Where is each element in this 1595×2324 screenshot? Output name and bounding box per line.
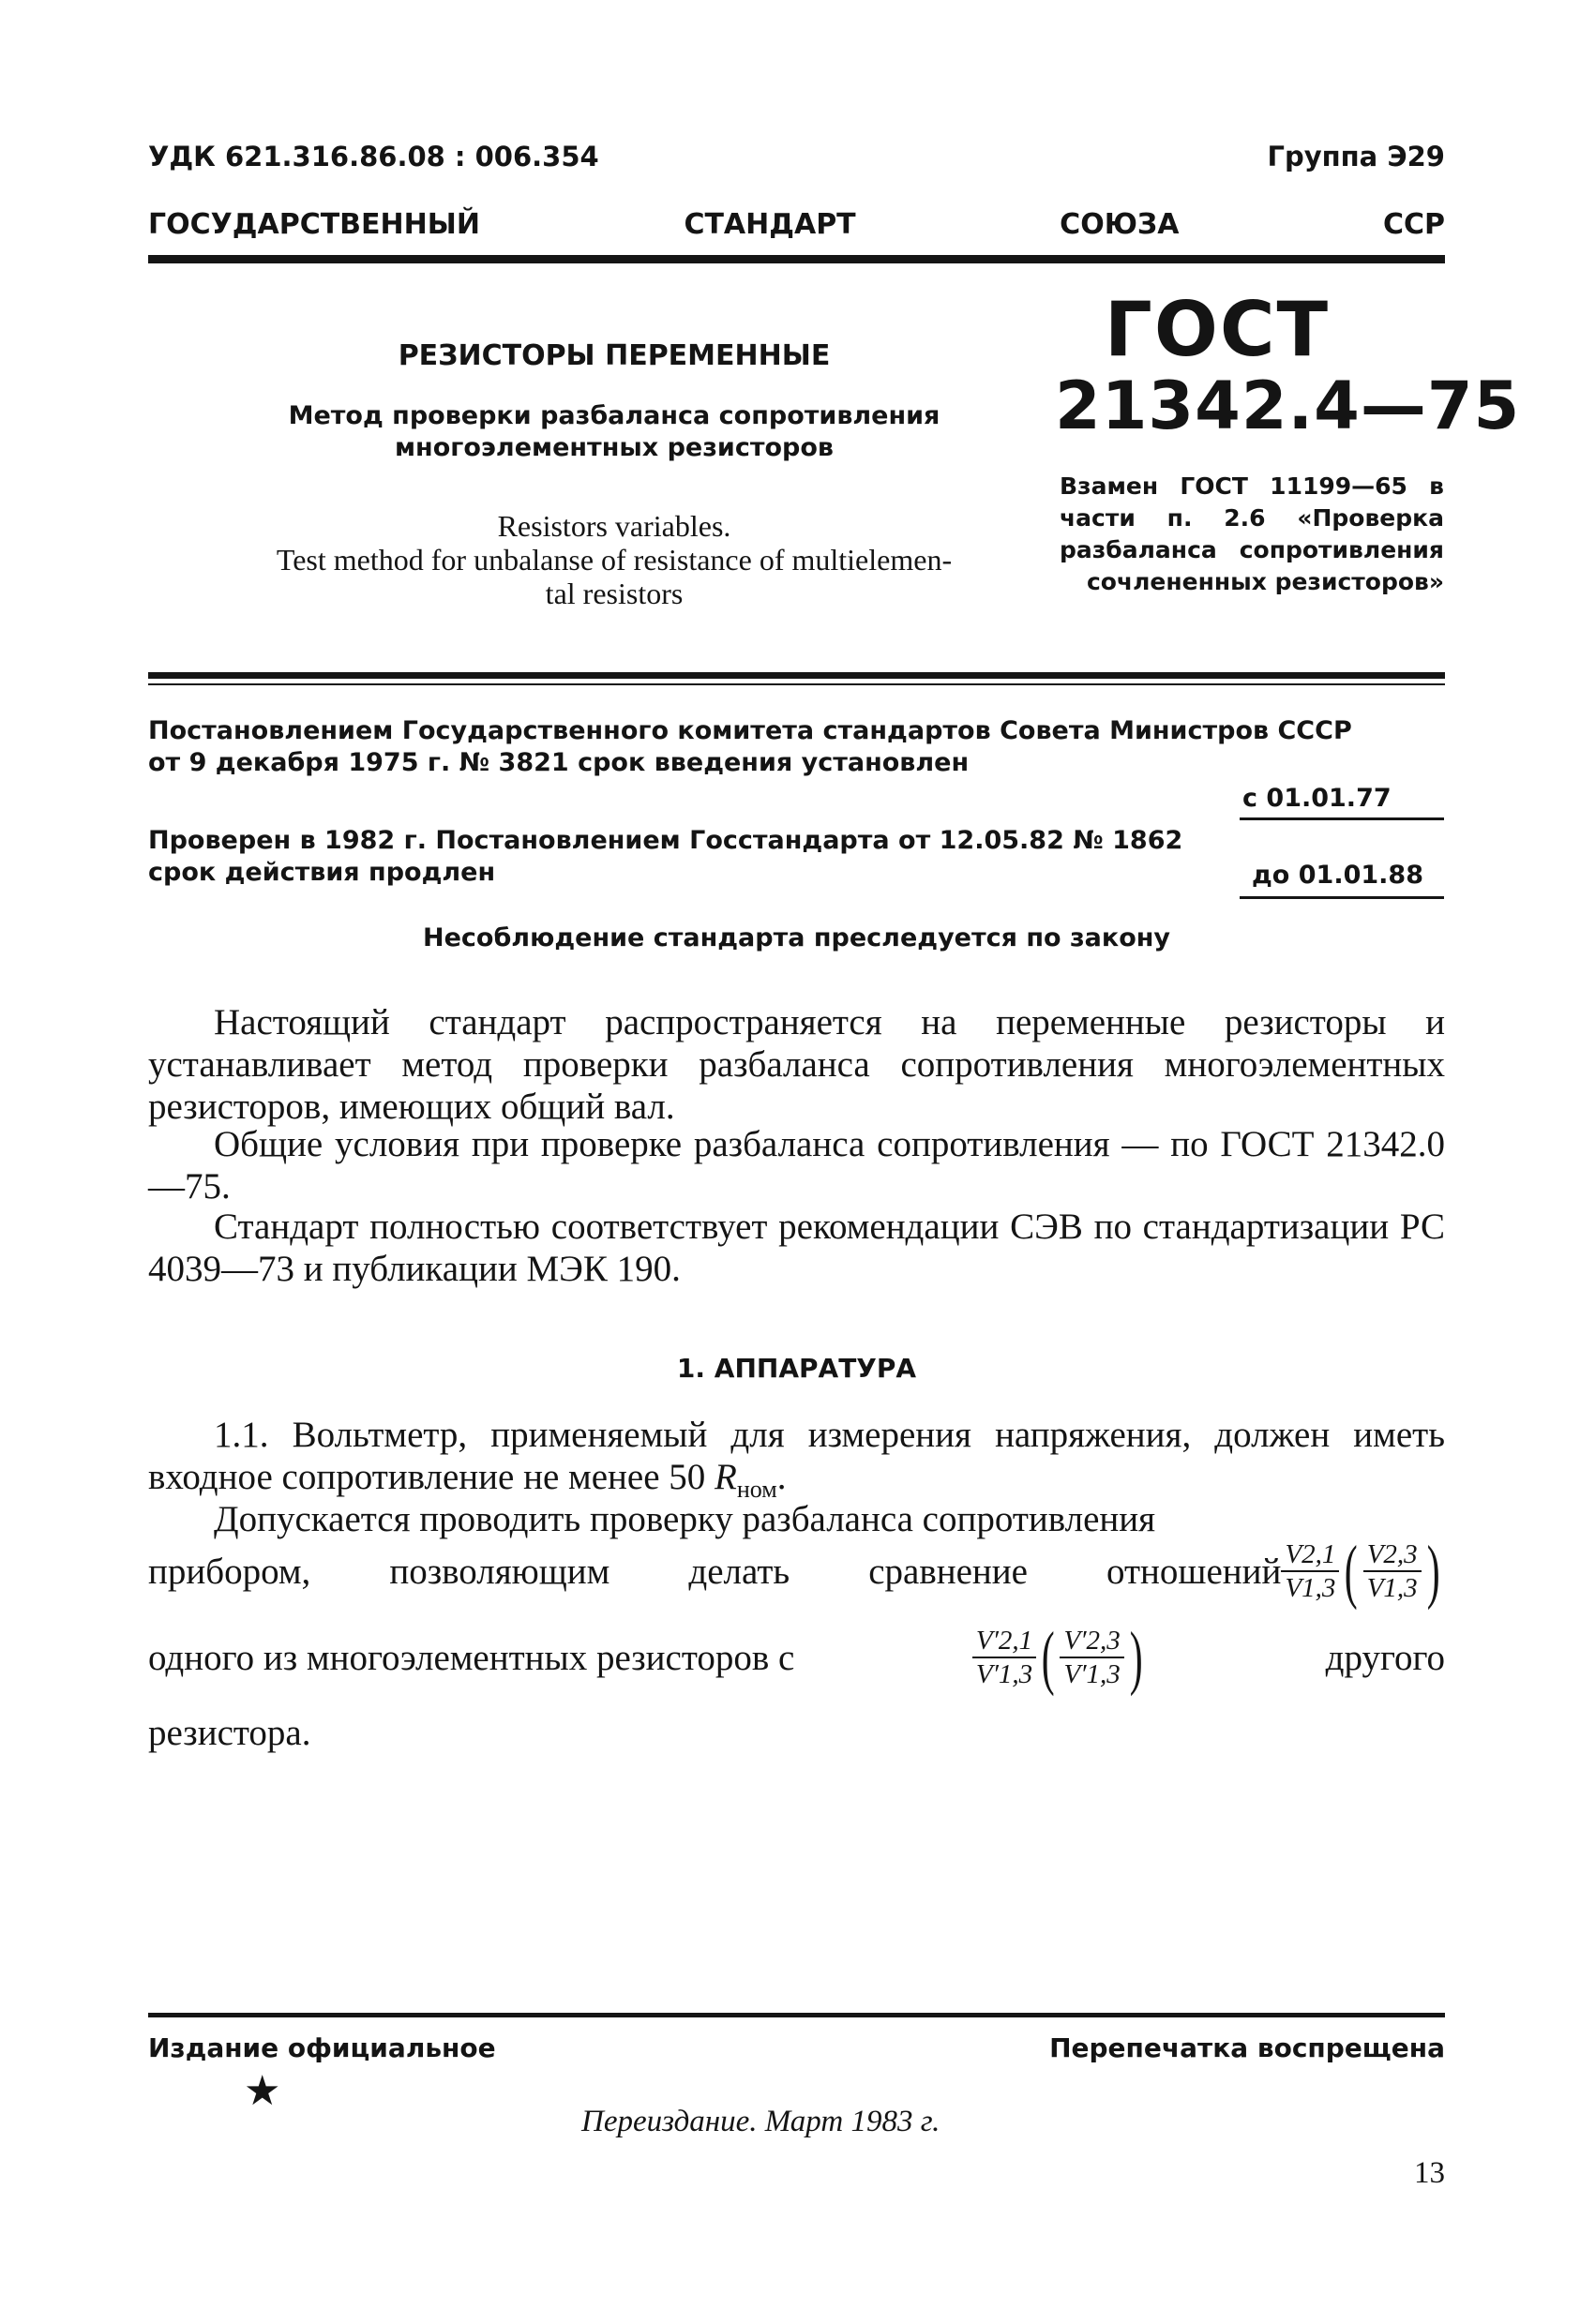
udk-code: УДК 621.316.86.08 : 006.354 (148, 141, 599, 172)
formula-primed (972, 1618, 1148, 1697)
english-line: Resistors variables. (497, 509, 731, 543)
period: . (776, 1457, 787, 1497)
decree-extension (148, 825, 1182, 889)
decree-introduction (148, 715, 1352, 779)
word: отношений (1106, 1551, 1282, 1592)
effective-date: с 01.01.77 (1242, 784, 1392, 813)
decree-line: Постановлением Государственного комитета стандартов Совета Министров СССР (148, 716, 1352, 745)
paragraph-voltmeter (148, 1414, 1445, 1510)
formula-text (148, 1551, 1281, 1593)
fraction-v23-v13 (1363, 1539, 1422, 1603)
paragraph-compliance: Стандарт полностью соответствует рекомендации СЭВ по стандартизации РС 4039—73 и публикации МЭК 190. (148, 1207, 1445, 1289)
fraction-v21-v13 (1281, 1539, 1339, 1603)
group-code: Группа Э29 (1267, 141, 1445, 172)
header-divider (148, 255, 1445, 263)
word: прибором, (148, 1551, 311, 1592)
banner-word: ГОСУДАРСТВЕННЫЙ (148, 208, 480, 241)
left-paren: ( (1345, 1532, 1359, 1611)
decree-line: Проверен в 1982 г. Постановлением Госстандарта от 12.05.82 № 1862 (148, 826, 1183, 855)
formula-row-other (148, 1618, 1445, 1697)
reprint-prohibited: Перепечатка воспрещена (1049, 2032, 1445, 2063)
document-title: РЕЗИСТОРЫ ПЕРЕМЕННЫЕ (398, 339, 831, 372)
gost-number: 21342.4—75 (1055, 367, 1521, 444)
formula-text: резистора. (148, 1713, 311, 1753)
gost-label: ГОСТ (1104, 286, 1331, 373)
denominator: V′1,3 (1060, 1657, 1123, 1689)
banner-word: СОЮЗА (1060, 208, 1180, 241)
right-paren: ) (1426, 1532, 1440, 1611)
footer-divider (148, 2013, 1445, 2017)
numerator: V′2,3 (1063, 1626, 1121, 1656)
state-standard-banner (148, 208, 1445, 241)
word: сравнение (868, 1551, 1028, 1592)
resistance-subscript: ном (736, 1475, 777, 1503)
page-number: 13 (1414, 2156, 1445, 2190)
word: позволяющим (389, 1551, 610, 1592)
paragraph-allowed-method: Допускается проводить проверку разбаланса сопротивления (214, 1499, 1156, 1539)
paragraph-scope: Настоящий стандарт распространяется на переменные резисторы и устанавливает метод проверки разбаланса сопротивления многоэлементных резисторов, имеющих общий вал. (148, 1002, 1445, 1127)
section-heading: 1. АППАРАТУРА (676, 1353, 917, 1384)
decree-line: от 9 декабря 1975 г. № 3821 срок введения установлен (148, 748, 970, 777)
voltmeter-text: 1.1. Вольтметр, применяемый для измерения напряжения, должен иметь входное сопротивление не менее 50 (148, 1415, 1445, 1497)
method-subtitle (216, 400, 1013, 464)
right-paren: ) (1129, 1618, 1143, 1697)
resistance-symbol: R (715, 1457, 737, 1497)
reissue-note: Переиздание. Март 1983 г. (581, 2105, 940, 2138)
denominator: V′1,3 (972, 1657, 1036, 1689)
denominator: V1,3 (1281, 1570, 1339, 1603)
replaces-note: Взамен ГОСТ 11199—65 в части п. 2.6 «Проверка разбаланса сопротивления сочлененных резисторов» (1060, 472, 1444, 595)
english-title (216, 509, 1013, 610)
title-block (216, 339, 1013, 610)
english-line: tal resistors (545, 577, 684, 610)
title-divider (148, 672, 1445, 679)
banner-word: ССР (1382, 208, 1445, 241)
fraction-vp21-vp13 (972, 1626, 1036, 1689)
star-icon: ★ (244, 2068, 281, 2114)
method-line: многоэлементных резисторов (394, 433, 834, 462)
expiry-date: до 01.01.88 (1252, 861, 1423, 890)
formula-row-ratio (148, 1532, 1445, 1611)
fraction-vp23-vp13 (1060, 1626, 1123, 1689)
date-rule (1240, 896, 1444, 899)
official-edition: Издание официальное (148, 2032, 496, 2063)
denominator: V1,3 (1363, 1570, 1422, 1603)
title-divider-thin (148, 683, 1445, 685)
numerator: V2,3 (1366, 1539, 1418, 1569)
word: делать (688, 1551, 790, 1592)
formula-text: одного из многоэлементных резисторов с (148, 1637, 795, 1678)
method-line: Метод проверки разбаланса сопротивления (288, 401, 940, 430)
date-rule (1240, 817, 1444, 820)
left-paren: ( (1041, 1618, 1055, 1697)
decree-line: срок действия продлен (148, 858, 496, 887)
numerator: V′2,1 (975, 1626, 1033, 1656)
formula-text: другого (1325, 1637, 1445, 1678)
paragraph-general-conditions: Общие условия при проверке разбаланса сопротивления — по ГОСТ 21342.0—75. (148, 1124, 1445, 1207)
banner-word: СТАНДАРТ (684, 208, 856, 241)
law-notice: Несоблюдение стандарта преследуется по закону (422, 923, 1171, 952)
numerator: V2,1 (1285, 1539, 1336, 1569)
english-line: Test method for unbalanse of resistance of multielemen- (276, 543, 953, 577)
